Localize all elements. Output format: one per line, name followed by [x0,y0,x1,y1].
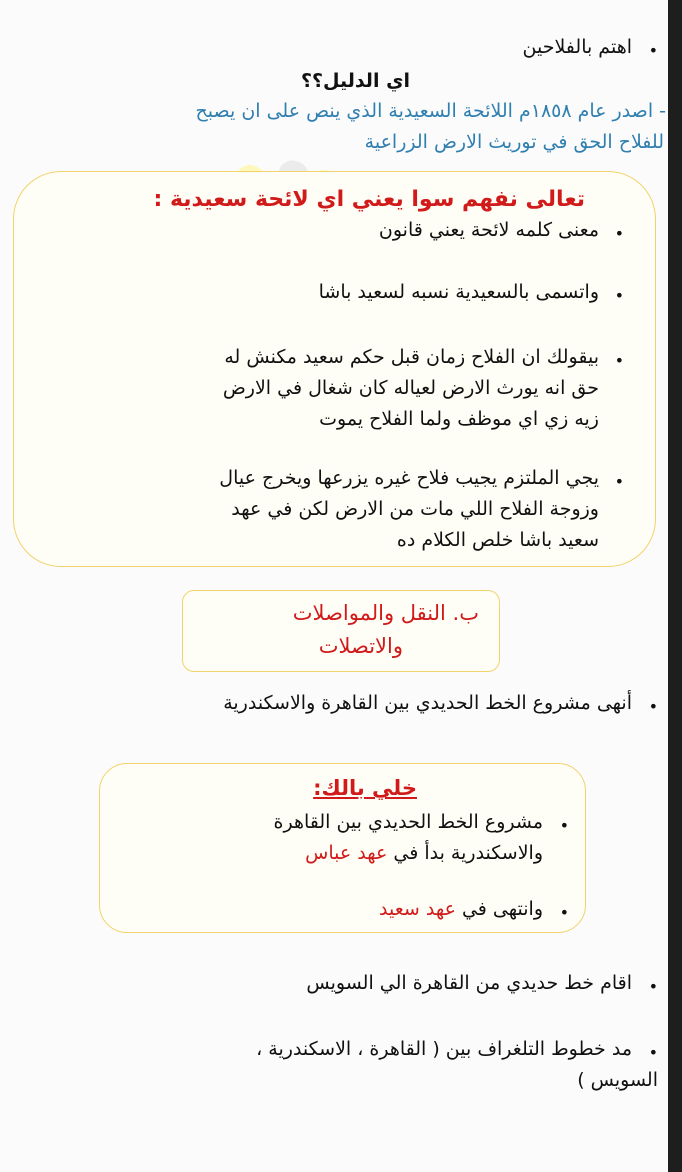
bullet-icon: • [614,224,624,243]
note-item-2-prefix: وانتهى في [461,898,543,920]
bullet-icon: • [614,472,624,491]
saidia-explanation-box [13,171,656,567]
evidence-line-2: للفلاح الحق في توريث الارض الزراعية [364,131,664,153]
bullet-icon: • [614,351,624,370]
transport-heading-box [182,590,500,672]
saidia-title: تعالى نفهم سوا يعني اي لائحة سعيدية : [153,187,585,212]
bullet-icon: • [559,903,569,922]
note-box [99,763,586,933]
saidia-item-line: وزوجة الفلاح اللي مات من الارض لكن في عهد [231,498,599,520]
saidia-item-line: زيه زي اي موظف ولما الفلاح يموت [319,408,599,430]
telegraph-line-1: مد خطوط التلغراف بين ( القاهرة ، الاسكندرية ، [256,1038,632,1060]
saidia-item-line: واتسمى بالسعيدية نسبه لسعيد باشا [318,281,599,303]
telegraph-line-2: السويس ) [577,1069,658,1091]
saidia-item-line: حق انه يورث الارض لعياله كان شغال في الارض [222,377,599,399]
note-item-1-highlight: عهد عباس [305,842,388,864]
bullet-icon: • [559,816,569,835]
suez-rail-text: اقام خط حديدي من القاهرة الي السويس [306,972,632,994]
evidence-line-1: - اصدر عام ١٨٥٨م اللائحة السعيدية الذي ينص على ان يصبح [195,100,666,122]
screen-edge-bar [668,0,682,1172]
note-item-1-prefix: والاسكندرية بدأ في [393,842,543,864]
note-title: خلي بالك: [313,776,417,800]
farmers-heading: اهتم بالفلاحين [522,36,632,58]
bullet-icon: • [648,1043,658,1062]
note-item-2-highlight: عهد سعيد [379,898,456,920]
bullet-icon: • [614,286,624,305]
transport-heading-line-2: والاتصلات [318,634,403,658]
note-item-1-line-2 [305,838,543,869]
saidia-item-line: معنى كلمه لائحة يعني قانون [378,219,599,241]
note-item-1-line-1: مشروع الخط الحديدي بين القاهرة [273,811,543,833]
saidia-item-line: سعيد باشا خلص الكلام ده [396,529,599,551]
evidence-question: اي الدليل؟؟ [300,70,410,92]
bullet-icon: • [648,41,658,60]
bullet-icon: • [648,697,658,716]
saidia-item-line: يجي الملتزم يجيب فلاح غيره يزرعها ويخرج عيال [219,467,599,489]
railway-text: أنهى مشروع الخط الحديدي بين القاهرة والاسكندرية [223,692,632,714]
transport-heading-line-1: ب. النقل والمواصلات [292,601,479,625]
bullet-icon: • [648,977,658,996]
saidia-item-line: بيقولك ان الفلاح زمان قبل حكم سعيد مكنش له [224,346,599,368]
note-item-2 [379,894,543,925]
